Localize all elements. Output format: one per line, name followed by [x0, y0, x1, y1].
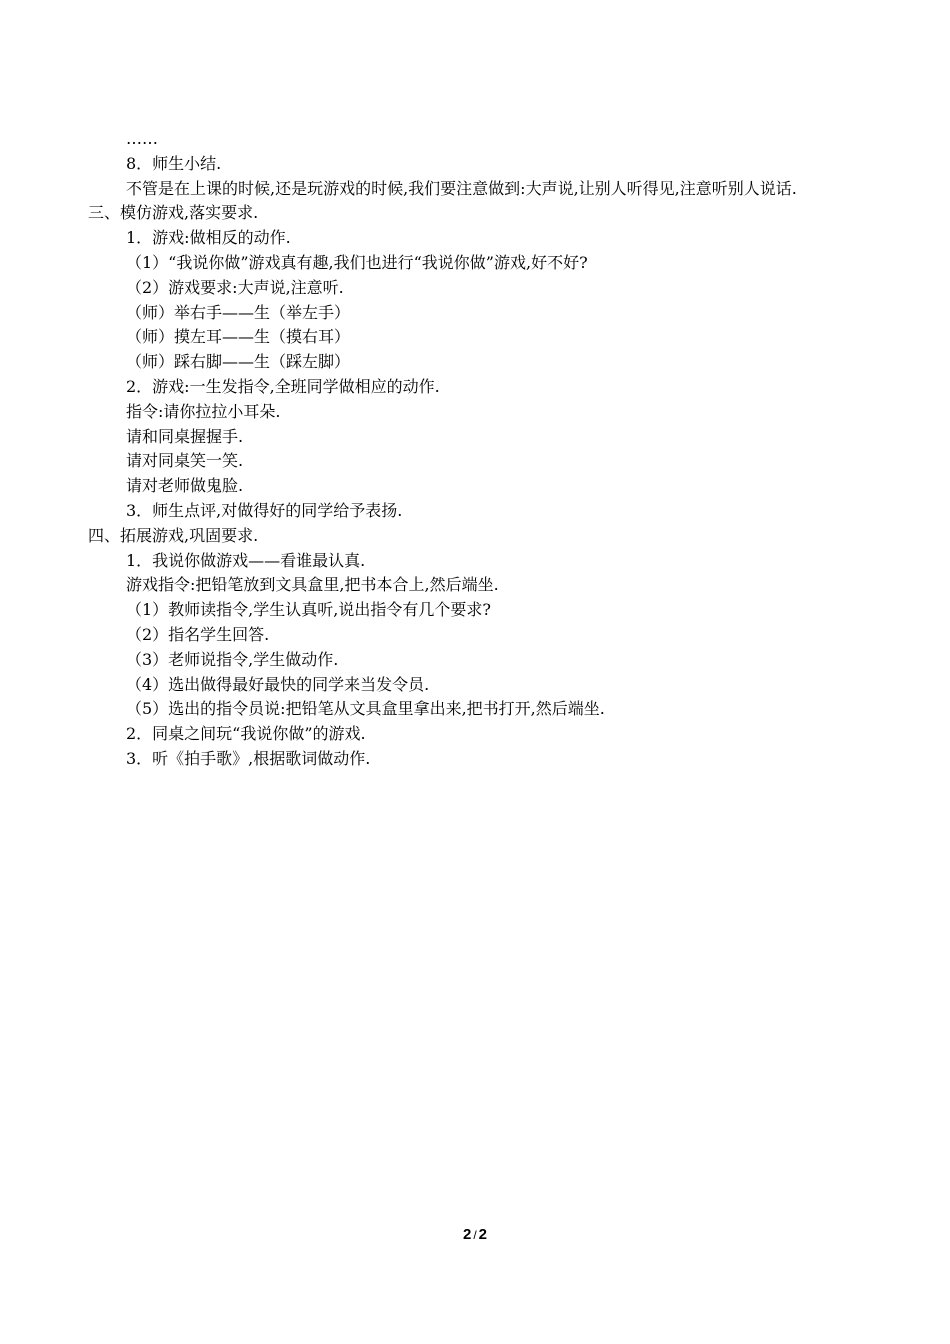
page-separator: / [473, 1228, 477, 1242]
page-total: 2 [478, 1226, 488, 1243]
document-body [88, 127, 868, 772]
paragraph: 不管是在上课的时候,还是玩游戏的时候,我们要注意做到:大声说,让别人听得见,注意听别人说话. [126, 178, 797, 198]
page-current: 2 [462, 1226, 472, 1243]
ellipsis-line: …… [126, 129, 158, 148]
paragraph: 1．我说你做游戏——看谁最认真. [126, 550, 366, 570]
paragraph: （5）选出的指令员说:把铅笔从文具盒里拿出来,把书打开,然后端坐. [126, 699, 605, 719]
paragraph: 1．游戏:做相反的动作. [126, 228, 291, 248]
paragraph: 游戏指令:把铅笔放到文具盒里,把书本合上,然后端坐. [126, 575, 499, 595]
paragraph: 3．听《拍手歌》,根据歌词做动作. [126, 748, 371, 768]
paragraph: （师）举右手——生（举左手） [126, 302, 351, 322]
section-heading: 三、模仿游戏,落实要求. [88, 203, 259, 223]
paragraph: （师）踩右脚——生（踩左脚） [126, 352, 351, 372]
paragraph: 请对老师做鬼脸. [126, 476, 244, 496]
paragraph: （1）“我说你做”游戏真有趣,我们也进行“我说你做”游戏,好不好? [126, 252, 588, 272]
paragraph: （1）教师读指令,学生认真听,说出指令有几个要求? [126, 600, 491, 620]
paragraph: （2）游戏要求:大声说,注意听. [126, 277, 344, 297]
paragraph: （师）摸左耳——生（摸右耳） [126, 327, 351, 347]
paragraph: 2．游戏:一生发指令,全班同学做相应的动作. [126, 376, 440, 396]
paragraph: 8．师生小结. [126, 153, 222, 173]
paragraph: 2．同桌之间玩“我说你做”的游戏. [126, 724, 366, 744]
paragraph: （3）老师说指令,学生做动作. [126, 649, 339, 669]
paragraph: （2）指名学生回答. [126, 624, 270, 644]
paragraph: 指令:请你拉拉小耳朵. [126, 401, 281, 421]
paragraph: （4）选出做得最好最快的同学来当发令员. [126, 674, 430, 694]
section-heading: 四、拓展游戏,巩固要求. [88, 525, 259, 545]
page-number [0, 1226, 950, 1243]
paragraph: 请和同桌握握手. [126, 426, 244, 446]
paragraph: 3．师生点评,对做得好的同学给予表扬. [126, 500, 403, 520]
paragraph: 请对同桌笑一笑. [126, 451, 244, 471]
